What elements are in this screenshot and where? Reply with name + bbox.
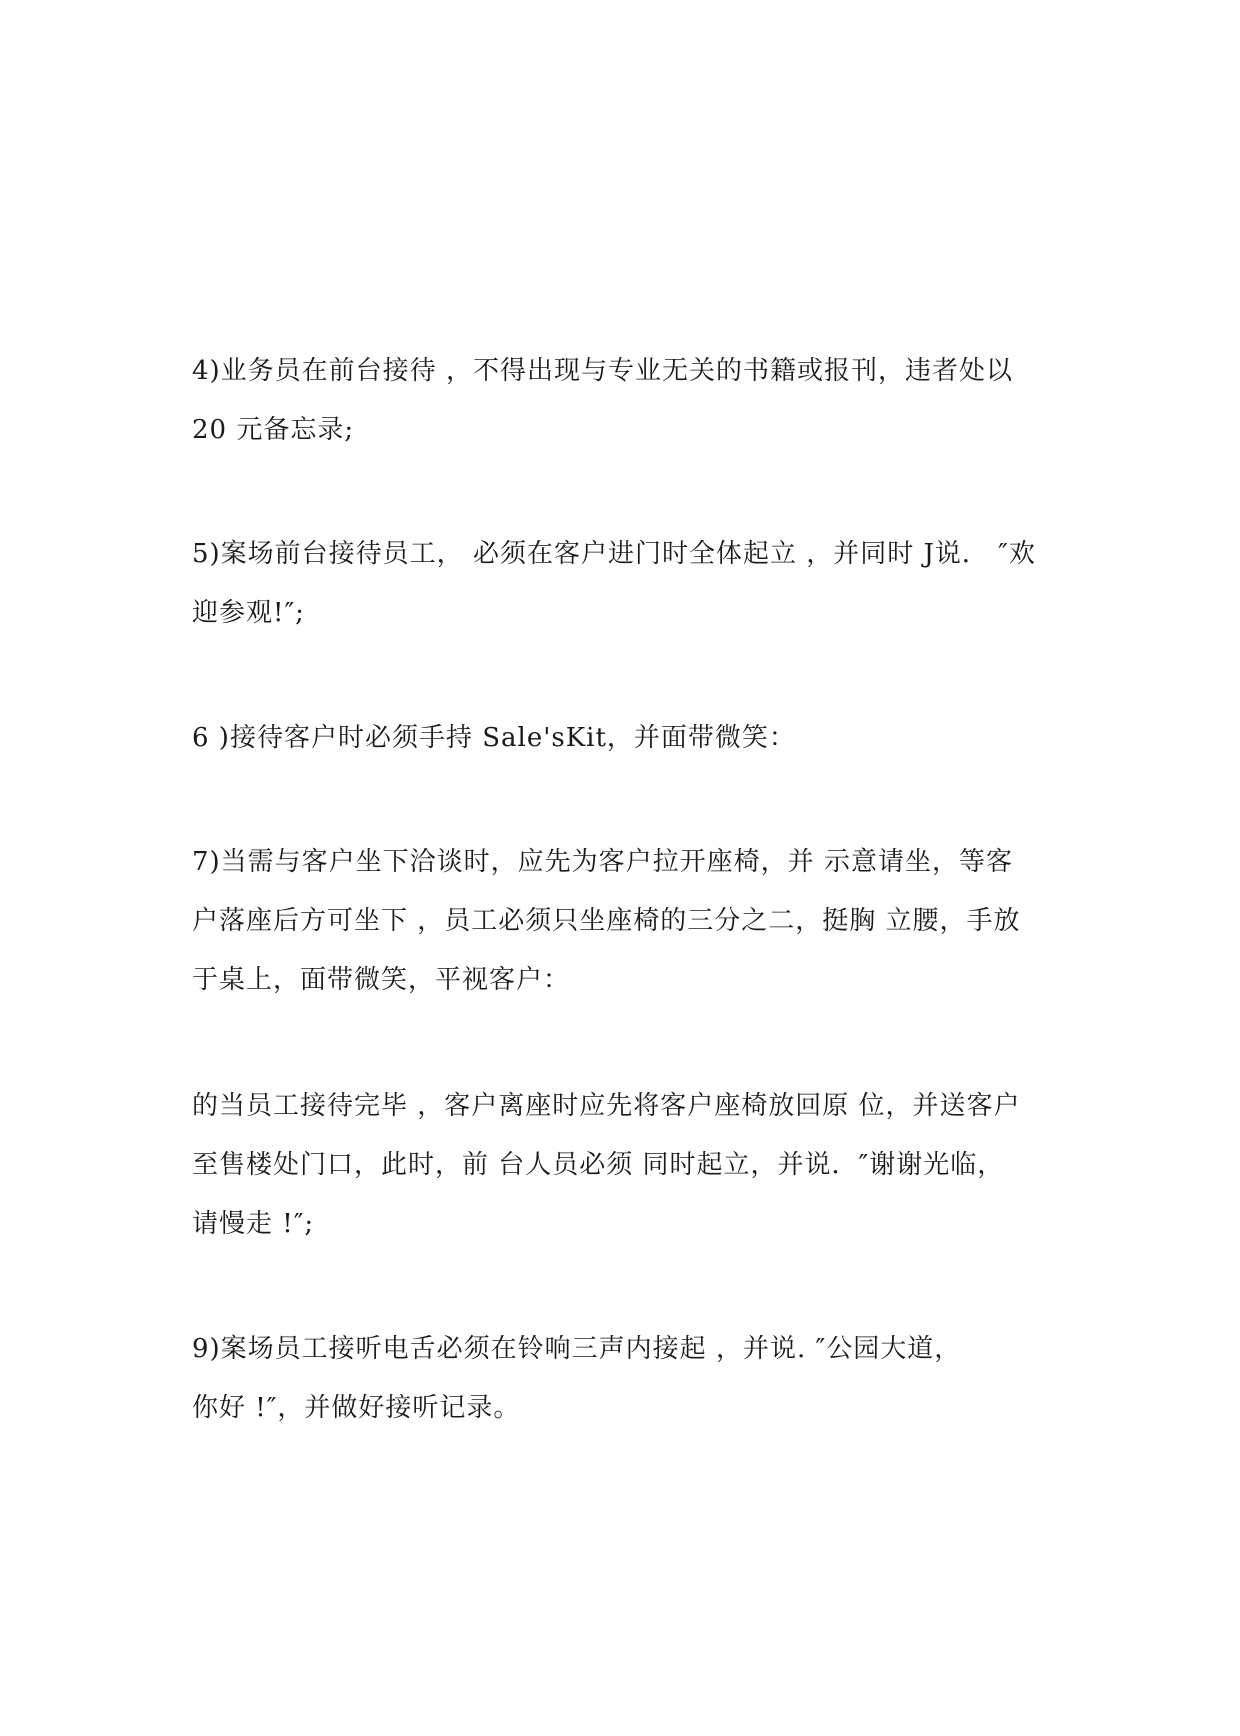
paragraph-line: 5)案场前台接待员工， 必须在客户进门时全体起立 ，并同时 J说． ″欢 (192, 539, 1036, 569)
paragraph-7 (192, 833, 1072, 1010)
paragraph-8 (192, 1077, 1072, 1254)
paragraph-line: 请慢走 !″; (192, 1209, 315, 1239)
paragraph-line: 7)当需与客户坐下洽谈时，应先为客户拉开座椅，并 示意请坐，等客 (192, 847, 1013, 877)
paragraph-5 (192, 525, 1072, 643)
paragraph-line: 迎参观!″; (192, 598, 305, 628)
paragraph-6 (192, 709, 1072, 768)
paragraph-4 (192, 342, 1072, 460)
paragraph-line: 户落座后方可坐下 ，员工必须只坐座椅的三分之二，挺胸 立腰，手放 (192, 906, 1021, 936)
paragraph-line: 20 元备忘录; (192, 415, 355, 445)
paragraph-9 (192, 1320, 1072, 1438)
paragraph-line: 4)业务员在前台接待 ，不得出现与专业无关的书籍或报刊，违者处以 (192, 356, 1013, 386)
paragraph-line: 你好 !″，并做好接听记录。 (192, 1393, 521, 1423)
paragraph-line: 6 )接待客户时必须手持 Sale'sKit，并面带微笑： (192, 723, 796, 753)
paragraph-line: 于桌上，面带微笑，平视客户： (192, 965, 571, 995)
paragraph-line: 的当员工接待完毕 ，客户离座时应先将客户座椅放回原 位，并送客户 (192, 1091, 1021, 1121)
paragraph-line: 至售楼处门口，此时，前 台人员必须 同时起立，并说．″谢谢光临， (192, 1150, 1005, 1180)
paragraph-line: 9)案场员工接听电舌必须在铃响三声内接起 ，并说. ″公园大道， (192, 1334, 962, 1364)
